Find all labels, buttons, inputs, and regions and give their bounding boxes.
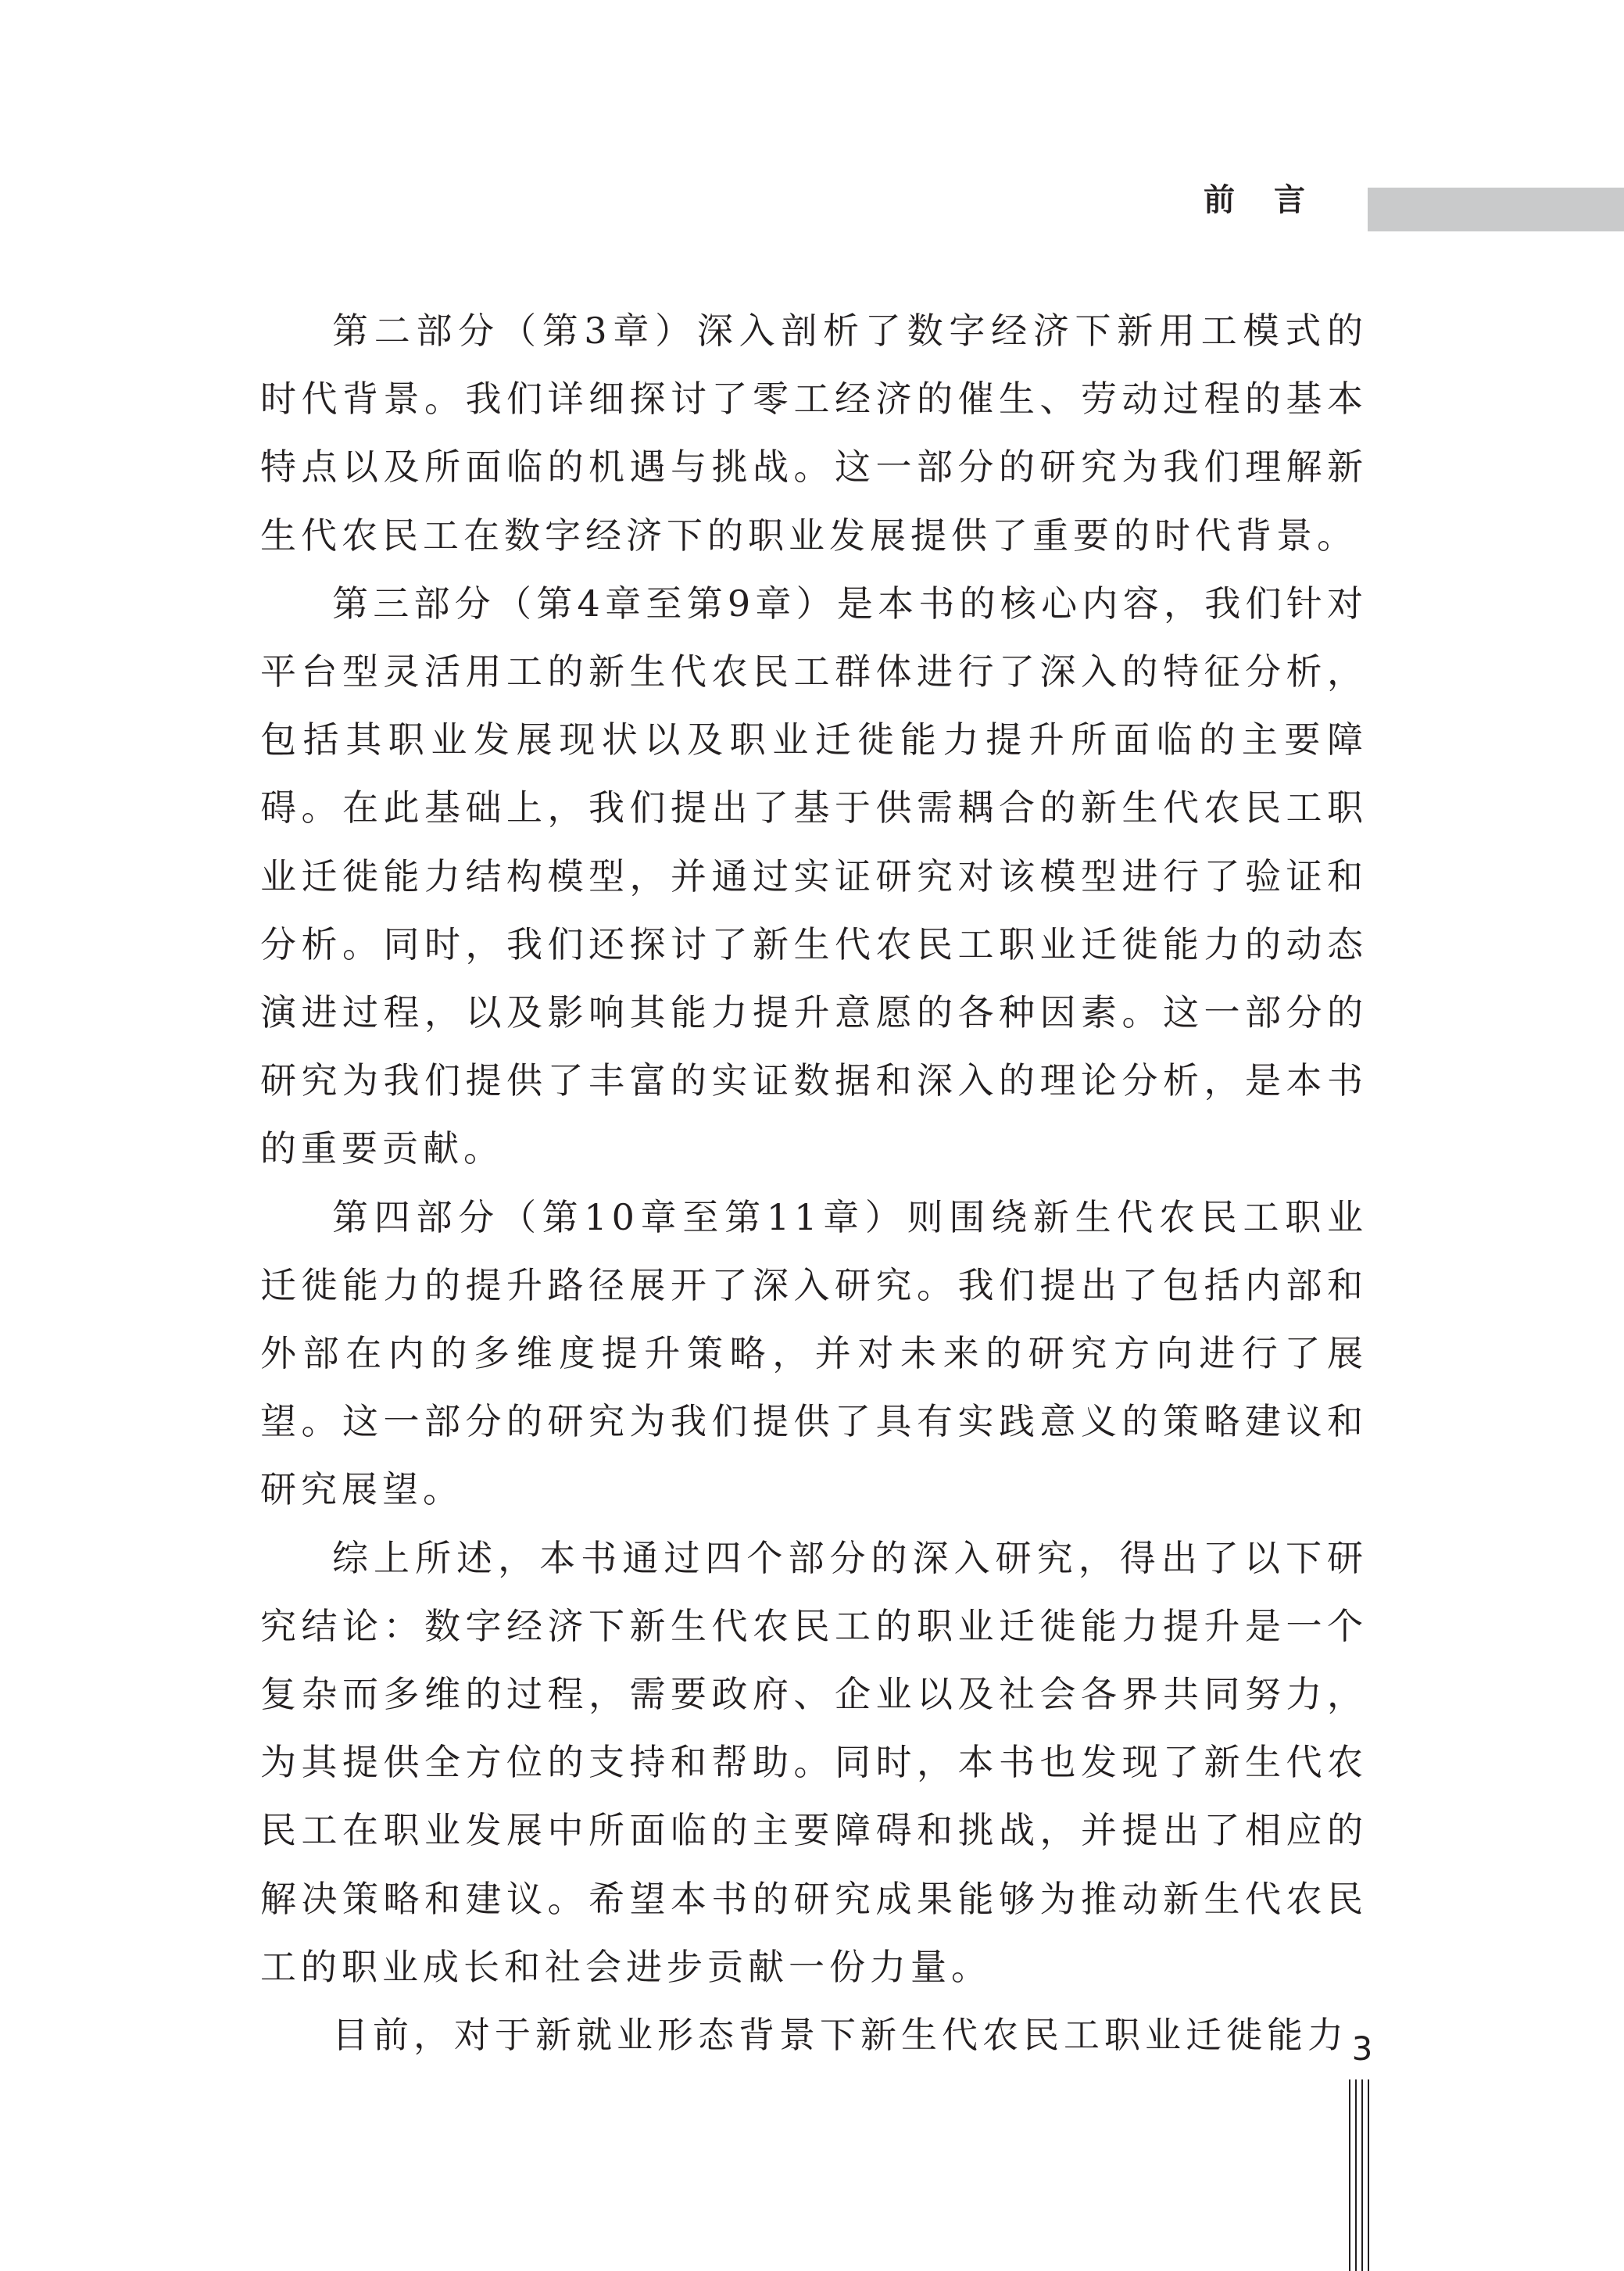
page-number: 3 [1351, 2029, 1373, 2068]
paragraph: 综上所述，本书通过四个部分的深入研究，得出了以下研究结论：数字经济下新生代农民工的职业迁徙能力提升是一个复杂而多维的过程，需要政府、企业以及社会各界共同努力，为其提供全方位的支持和帮助。同时，本书也发现了新生代农民工在职业发展中所面临的主要障碍和挑战，并提出了相应的解决策略和建议。希望本书的研究成果能够为推动新生代农民工的职业成长和社会进步贡献一份力量。 [260, 1536, 1368, 1988]
running-header-bar [1368, 188, 1624, 231]
paragraph: 目前，对于新就业形态背景下新生代农民工职业迁徙能力 [332, 2014, 1348, 2057]
body-text [260, 297, 1368, 2069]
paragraph: 第二部分（第3章）深入剖析了数字经济下新用工模式的时代背景。我们详细探讨了零工经济的催生、劳动过程的基本特点以及所面临的机遇与挑战。这一部分的研究为我们理解新生代农民工在数字经济下的职业发展提供了重要的时代背景。 [260, 310, 1368, 557]
running-header-title: 前言 [1204, 182, 1344, 218]
paragraph: 第四部分（第10章至第11章）则围绕新生代农民工职业迁徙能力的提升路径展开了深入研究。我们提出了包括内部和外部在内的多维度提升策略，并对未来的研究方向进行了展望。这一部分的研究为我们提供了具有实践意义的策略建议和研究展望。 [260, 1195, 1368, 1511]
paragraph: 第三部分（第4章至第9章）是本书的核心内容，我们针对平台型灵活用工的新生代农民工群体进行了深入的特征分析，包括其职业发展现状以及职业迁徙能力提升所面临的主要障碍。在此基础上，我们提出了基于供需耦合的新生代农民工职业迁徙能力结构模型，并通过实证研究对该模型进行了验证和分析。同时，我们还探讨了新生代农民工职业迁徙能力的动态演进过程，以及影响其能力提升意愿的各种因素。这一部分的研究为我们提供了丰富的实证数据和深入的理论分析，是本书的重要贡献。 [260, 582, 1368, 1170]
page-edge-rule-lines [1347, 2079, 1379, 2271]
